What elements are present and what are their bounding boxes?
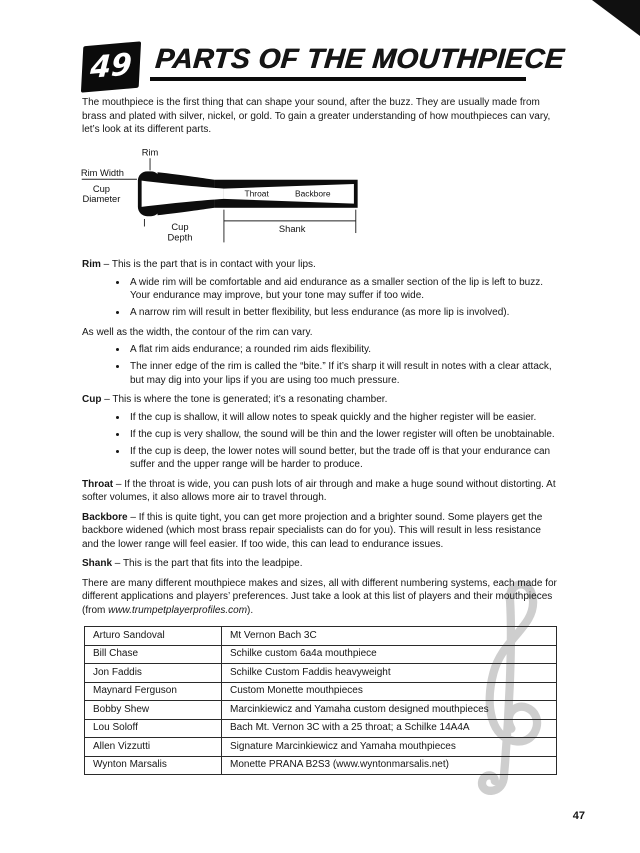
label-shank: Shank [278,223,306,234]
label-cup-depth-1: Cup [171,221,189,232]
mouthpiece-cell: Mt Vernon Bach 3C [222,627,557,646]
label-cup-diameter-2: Diameter [82,193,121,204]
throat-definition: – If the throat is wide, you can push lots of air through and make a huge sound without distorting. At softer volumes, it also allows more air to travel through. [82,478,556,503]
mouthpiece-diagram [78,147,560,253]
title-underline [150,77,526,81]
backbore-paragraph [82,511,560,552]
player-cell: Bill Chase [85,645,222,664]
chapter-number: 49 [89,47,133,87]
chapter-header [0,0,640,90]
cup-definition: – This is where the tone is generated; it’s a resonating chamber. [101,394,388,405]
throat-paragraph [82,478,560,505]
intro-paragraph: The mouthpiece is the first thing that can shape your sound, after the buzz. They are usually made from brass and plated with silver, nickel, or gold. To gain a greater understanding of how mouthpieces can vary, let’s look at its different parts. [82,97,551,135]
rim-bullet-list [82,276,560,320]
player-cell: Bobby Shew [85,701,222,720]
mouthpiece-cell: Bach Mt. Vernon 3C with a 25 throat; a Schilke 14A4A [222,719,557,738]
table-row [85,682,557,701]
term-rim: Rim [82,259,101,270]
rim-heading [82,258,560,272]
page-corner-fold [592,0,640,36]
list-item: • The inner edge of the rim is called the “bite.” If it’s sharp it will result in notes with a clear attack, but may dig into your lips if you are using too much pressure. [128,360,560,387]
title-wrap [150,44,580,81]
players-table [84,626,557,775]
shank-definition: – This is the part that fits into the leadpipe. [112,558,303,569]
mouthpiece-cell: Schilke custom 6a4a mouthpiece [222,645,557,664]
table-row [85,719,557,738]
term-shank: Shank [82,558,113,569]
closing-paragraph [82,577,560,618]
label-cup-depth-2: Depth [167,232,193,243]
rim-definition: – This is the part that is in contact with your lips. [100,259,316,270]
table-row [85,701,557,720]
label-throat: Throat [244,188,269,199]
player-cell: Wynton Marsalis [85,756,222,775]
list-item: • A narrow rim will result in better flexibility, but less endurance (as more lip is involved). [128,306,560,320]
table-row [85,645,557,664]
player-cell: Lou Soloff [85,719,222,738]
term-cup: Cup [82,394,102,405]
list-item: • A wide rim will be comfortable and aid endurance as a smaller section of the lip is left to buzz. Your endurance may improve, but your tone may suffer if too wide. [128,276,560,303]
table-row [85,738,557,757]
mouthpiece-cell: Monette PRANA B2S3 (www.wyntonmarsalis.net) [222,756,557,775]
label-backbore: Backbore [295,188,331,199]
closing-text-before: There are many different mouthpiece makes and sizes, all with different numbering systems, each made for different applications and players’ preferences. Just take a look at this list of players and their mouthpieces (from [82,577,557,616]
list-item: • A flat rim aids endurance; a rounded rim aids flexibility. [128,343,560,357]
player-cell: Allen Vizzutti [85,738,222,757]
cup-bullet-list [82,411,560,472]
label-rim: Rim [141,146,159,157]
table-row [85,627,557,646]
table-row [85,664,557,683]
chapter-number-badge [81,41,141,92]
player-cell: Arturo Sandoval [85,627,222,646]
label-cup-diameter-1: Cup [92,183,110,194]
mouthpiece-cell: Custom Monette mouthpieces [222,682,557,701]
term-backbore: Backbore [82,511,128,523]
player-cell: Maynard Ferguson [85,682,222,701]
player-cell: Jon Faddis [85,664,222,683]
label-rim-width: Rim Width [80,167,124,178]
table-row [85,756,557,775]
backbore-definition: – If this is quite tight, you can get more projection and a brighter sound. Some players get the backbore widened (which most brass repair specialists can do for you). This will result in less resistance and the lower range will feel easier. If too wide, this can lead to endurance issues. [82,511,543,550]
rim-contour-paragraph: As well as the width, the contour of the rim can vary. [82,326,313,338]
page-title: PARTS OF THE MOUTHPIECE [154,43,566,74]
list-item: • If the cup is shallow, it will allow notes to speak quickly and the higher register will be easier. [128,411,560,425]
mouthpiece-cell: Schilke Custom Faddis heavyweight [222,664,557,683]
term-throat: Throat [82,478,114,490]
website-url: www.trumpetplayerprofiles.com [108,604,248,616]
list-item: • If the cup is very shallow, the sound will be thin and the lower register will often be unobtainable. [128,428,560,442]
closing-text-after: ). [247,604,254,616]
page-number: 47 [572,809,585,822]
body-column [0,96,640,775]
mouthpiece-cell: Signature Marcinkiewicz and Yamaha mouthpieces [222,738,557,757]
mouthpiece-cell: Marcinkiewicz and Yamaha custom designed mouthpieces [222,701,557,720]
shank-paragraph [82,557,560,571]
list-item: • If the cup is deep, the lower notes will sound better, but the trade off is that your endurance can suffer and the upper range will be harder to produce. [128,445,560,472]
rim-contour-bullet-list [82,343,560,387]
cup-heading [82,393,560,407]
